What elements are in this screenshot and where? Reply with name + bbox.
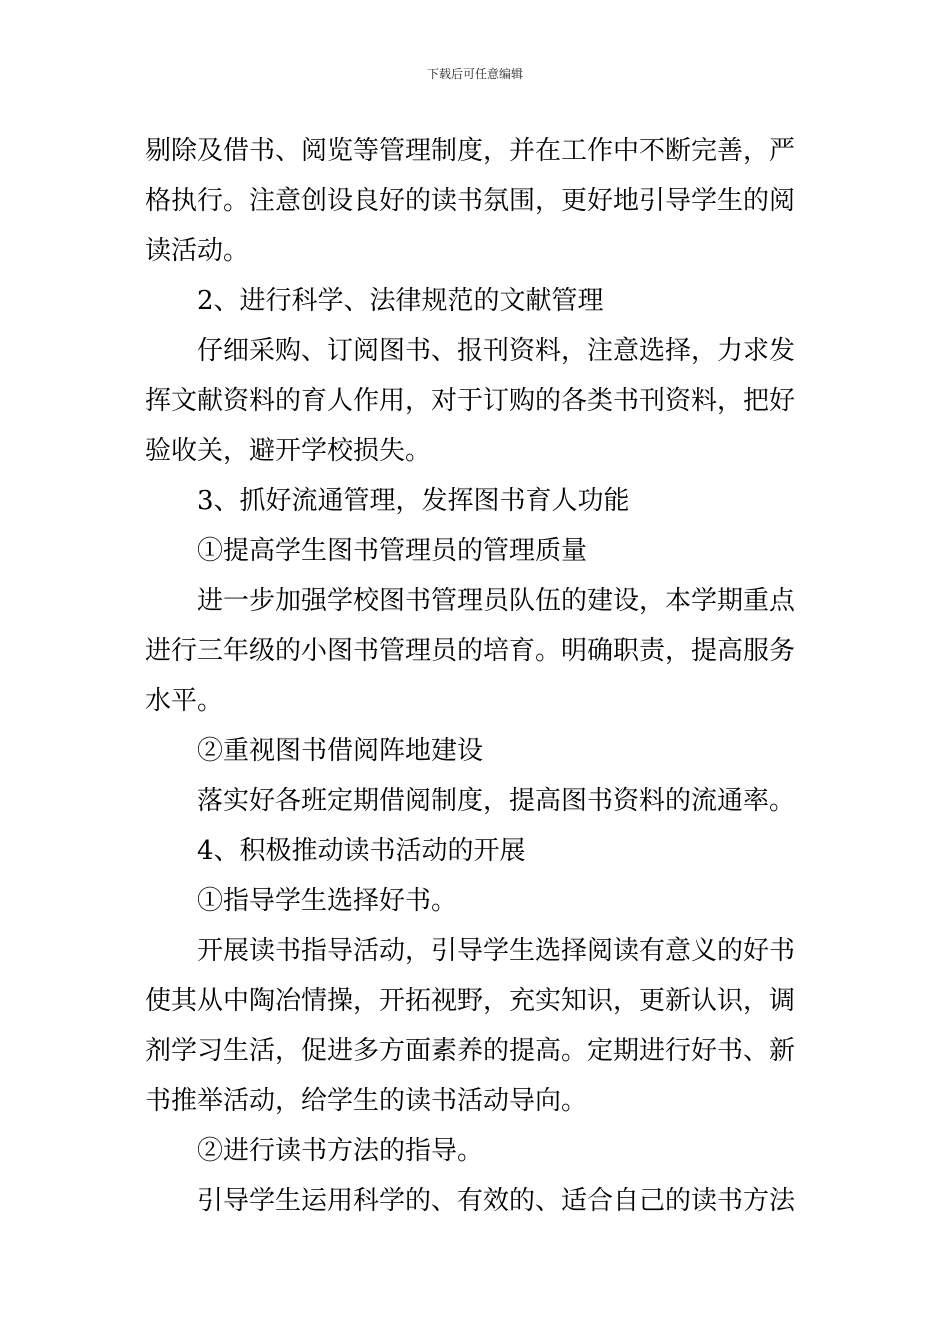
text-line: 读活动。	[145, 236, 250, 266]
text-line: 开展读书指导活动，引导学生选择阅读有意义的好书	[197, 936, 796, 966]
page-header: 下载后可任意编辑	[426, 67, 523, 81]
text-line: 进行三年级的小图书管理员的培育。明确职责，提高服务	[145, 636, 796, 666]
document-body	[145, 126, 807, 1226]
text-line: ②进行读书方法的指导。	[197, 1136, 484, 1166]
text-line: 验收关，避开学校损失。	[145, 436, 432, 466]
text-line: 格执行。注意创设良好的读书氛围，更好地引导学生的阅	[145, 186, 796, 216]
text-line: 水平。	[145, 686, 224, 716]
text-line: 仔细采购、订阅图书、报刊资料，注意选择，力求发	[197, 336, 796, 366]
text-line: 书推举活动，给学生的读书活动导向。	[145, 1086, 588, 1116]
text-line: 引导学生运用科学的、有效的、适合自己的读书方法	[197, 1186, 796, 1216]
text-line: 4、积极推动读书活动的开展	[197, 836, 526, 866]
text-line: ②重视图书借阅阵地建设	[197, 736, 484, 766]
text-line: 3、抓好流通管理，发挥图书育人功能	[197, 486, 630, 516]
text-line: 进一步加强学校图书管理员队伍的建设，本学期重点	[197, 586, 796, 616]
text-line: 剔除及借书、阅览等管理制度，并在工作中不断完善，严	[145, 136, 796, 166]
text-line: 使其从中陶冶情操，开拓视野，充实知识，更新认识，调	[145, 986, 796, 1016]
text-line: 挥文献资料的育人作用，对于订购的各类书刊资料，把好	[145, 386, 796, 416]
text-line: 2、进行科学、法律规范的文献管理	[197, 286, 604, 316]
text-line: 剂学习生活，促进多方面素养的提高。定期进行好书、新	[145, 1036, 796, 1066]
text-line: ①提高学生图书管理员的管理质量	[197, 536, 588, 566]
text-line: ①指导学生选择好书。	[197, 886, 458, 916]
text-line: 落实好各班定期借阅制度，提高图书资料的流通率。	[197, 786, 796, 816]
